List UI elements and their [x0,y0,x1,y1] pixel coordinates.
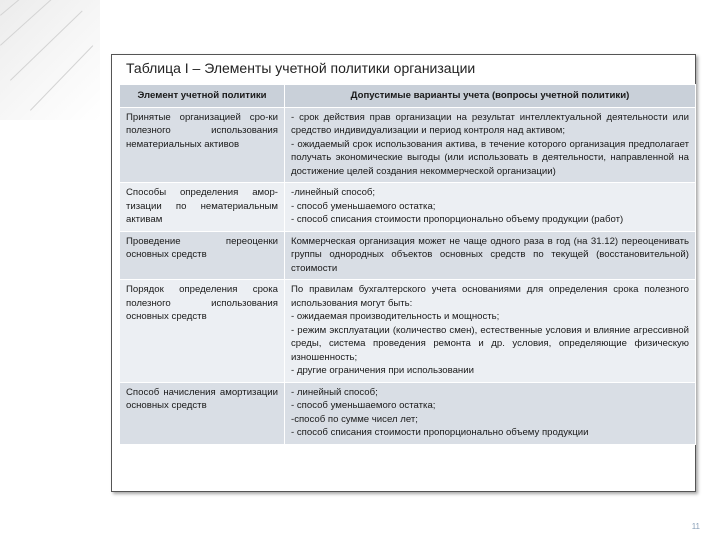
option-line: По правилам бухгалтерского учета основаниями для определения срока полезного использования могут быть: [291,284,689,309]
table-row [120,382,696,444]
page-number: 11 [691,522,700,531]
row-element: Проведение переоценки основных средств [120,231,285,280]
option-line: - способ уменьшаемого остатка; [291,200,436,212]
option-line: - способ уменьшаемого остатка; [291,400,436,411]
option-line: -линейный способ; [291,187,376,198]
table-header-row [120,85,696,108]
option-line: - ожидаемая производительность и мощность; [291,311,500,322]
option-line: - ожидаемый срок использования актива, в течение которого организация предполагает получать экономические выгоды (или использовать в деятельности, направленной на достижение целей создания некоммерческой организации) [291,138,689,177]
table-row [120,231,696,280]
row-options [285,280,696,383]
option-line: - способ списания стоимости пропорционально объему продукции [291,427,589,438]
row-element: Порядок определения срока полезного использования основных средств [120,280,285,383]
option-line: -способ по сумме чисел лет; [291,413,418,425]
option-line: - другие ограничения при использовании [291,365,474,376]
page-title: Таблица I – Элементы учетной политики организации [126,60,476,76]
row-element: Способы определения амор-тизации по нематериальным активам [120,183,285,232]
option-line: - линейный способ; [291,386,378,398]
option-line: - срок действия прав организации на результат интеллектуальной деятельности или средство индивидуализации и период контроля над активом; [291,111,689,136]
row-element: Принятые организацией сро-ки полезного использования нематериальных активов [120,107,285,183]
row-options [285,183,696,232]
option-line: - режим эксплуатации (количество смен), естественные условия и влияние агрессивной среды, система проведения ремонта и др. условия, определяющие физическую изношенность; [291,324,689,363]
header-options: Допустимые варианты учета (вопросы учетной политики) [285,85,696,108]
row-options [285,382,696,444]
row-element: Способ начисления амортизации основных средств [120,382,285,444]
option-line: Коммерческая организация может не чаще одного раза в год (на 31.12) переоценивать группы однородных объектов основных средств по текущей (восстановительной) стоимости [291,235,689,274]
option-line: - способ списания стоимости пропорционально объему продукции (работ) [291,214,624,225]
policy-table [119,84,696,445]
table-row [120,107,696,183]
table-row [120,280,696,383]
decorative-corner-background [0,0,100,120]
row-options [285,107,696,183]
header-element: Элемент учетной политики [120,85,285,108]
table-row [120,183,696,232]
row-options [285,231,696,280]
